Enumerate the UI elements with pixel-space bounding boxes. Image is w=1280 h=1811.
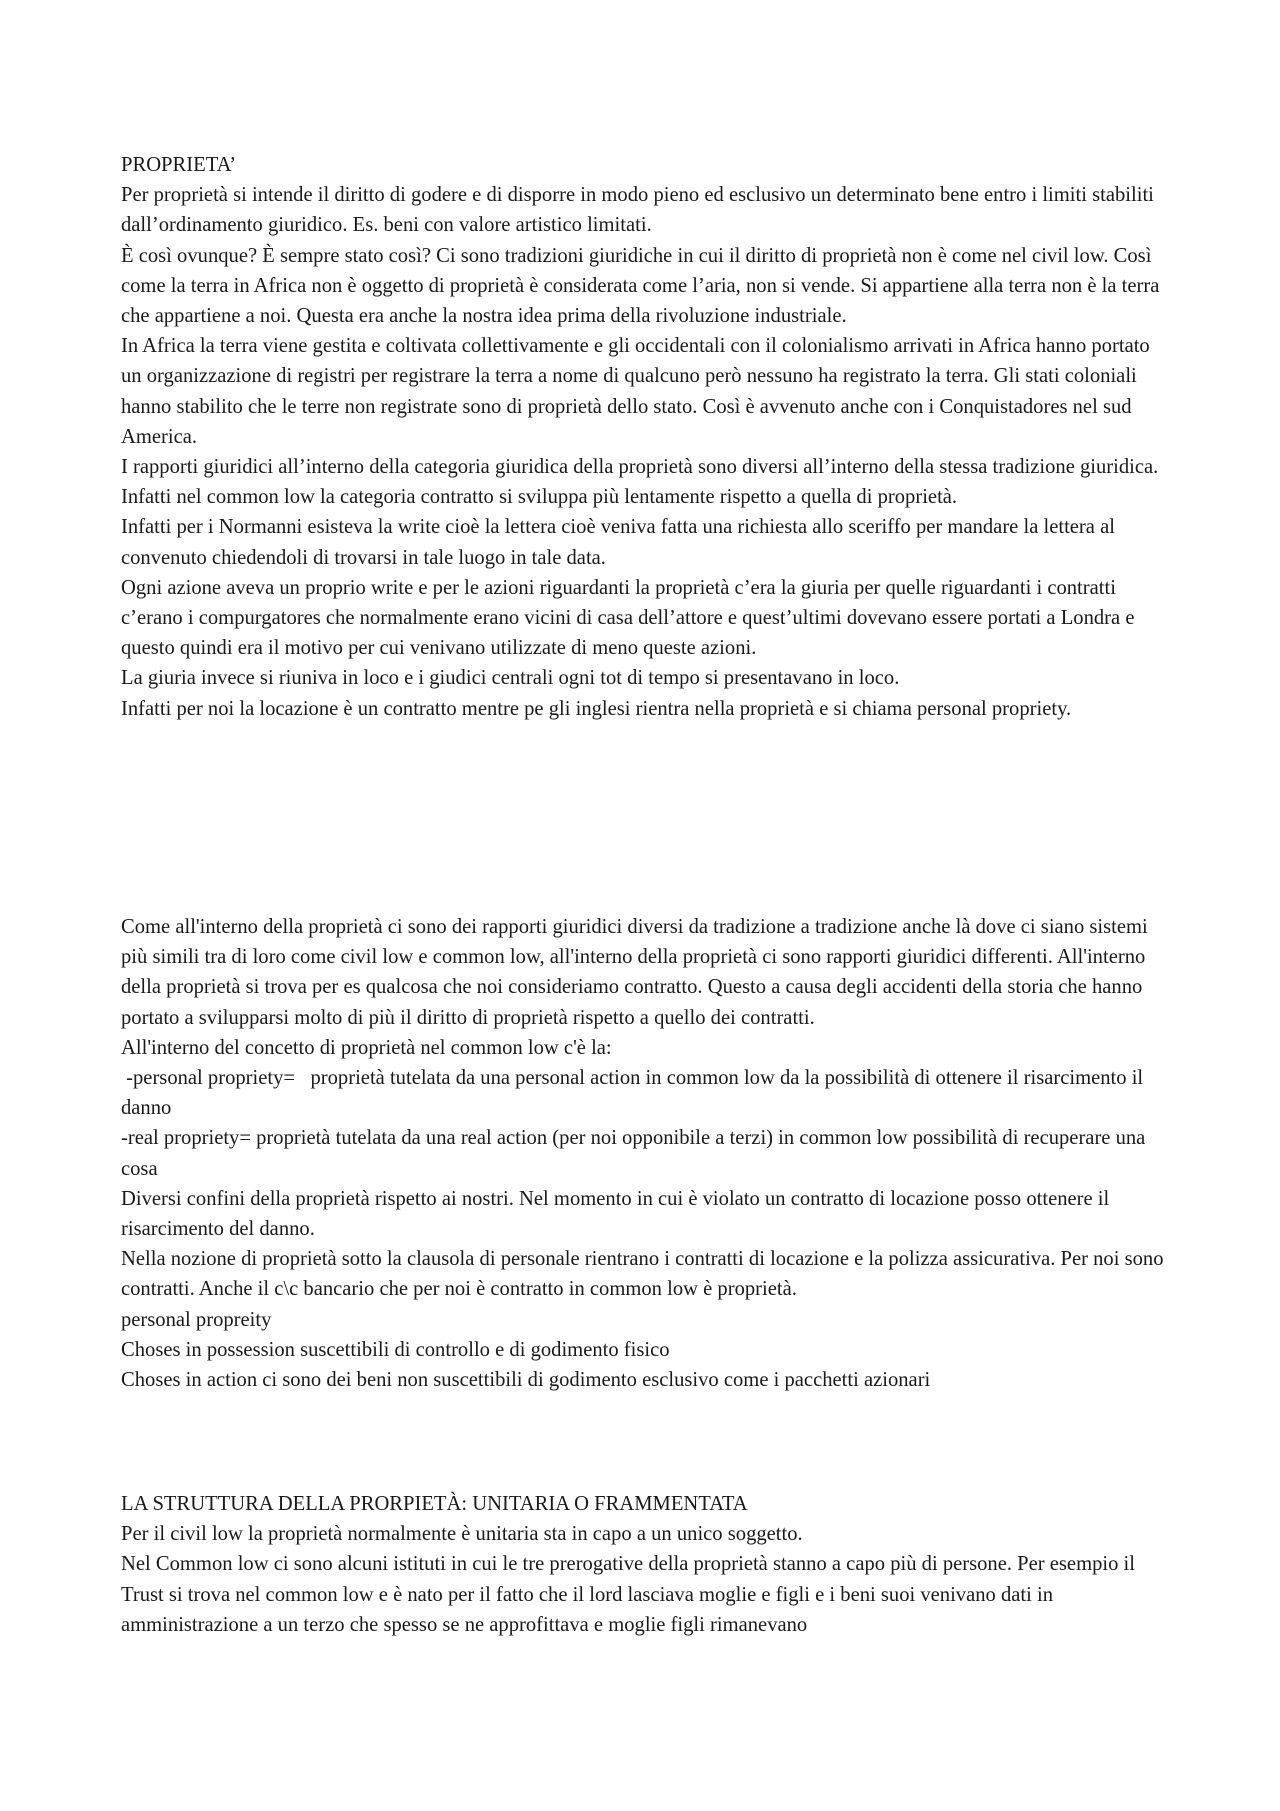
section-rapporti-giuridici: [121, 912, 1171, 1395]
paragraph: Per proprietà si intende il diritto di godere e di disporre in modo pieno ed esclusivo un determinato bene entro i limiti stabiliti dall’ordinamento giuridico. Es. beni con valore artistico limitati.: [121, 184, 1154, 237]
list-item: -personal propriety= proprietà tutelata da una personal action in common low da la possibilità di ottenere il risarcimento il danno: [121, 1067, 1149, 1120]
paragraph: È così ovunque? È sempre stato così? Ci sono tradizioni giuridiche in cui il diritto di proprietà non è come nel civil low. Così come la terra in Africa non è oggetto di proprietà è considerata come l’aria, non si vende. Si appartiene alla terra non è la terra che appartiene a noi. Questa era anche la nostra idea prima della rivoluzione industriale.: [121, 244, 1160, 328]
paragraph: Per il civil low la proprietà normalmente è unitaria sta in capo a un unico soggetto.: [121, 1523, 803, 1546]
list-item: -real propriety= proprietà tutelata da una real action (per noi opponibile a terzi) in common low possibilità di recuperare una cosa: [121, 1127, 1146, 1180]
paragraph: Diversi confini della proprietà rispetto ai nostri. Nel momento in cui è violato un contratto di locazione posso ottenere il risarcimento del danno.: [121, 1187, 1110, 1241]
heading-proprieta: PROPRIETA’: [121, 154, 237, 176]
paragraph: La giuria invece si riuniva in loco e i giudici centrali ogni tot di tempo si presentavano in loco.: [121, 667, 900, 690]
paragraph: All'interno del concetto di proprietà nel common low c'è la:: [121, 1036, 612, 1059]
paragraph: Choses in action ci sono dei beni non suscettibili di godimento esclusivo come i pacchetti azionari: [121, 1369, 931, 1392]
heading-struttura: LA STRUTTURA DELLA PRORPIETÀ: UNITARIA O FRAMMENTATA: [121, 1493, 748, 1515]
paragraph: personal propreity: [121, 1308, 272, 1331]
paragraph: I rapporti giuridici all’interno della categoria giuridica della proprietà sono diversi all’interno della stessa tradizione giuridica. Infatti nel common low la categoria contratto si sviluppa più lentamente rispetto a quella di proprietà.: [121, 456, 1159, 509]
paragraph: Choses in possession suscettibili di controllo e di godimento fisico: [121, 1338, 670, 1361]
section-struttura-proprieta: [121, 1489, 1171, 1640]
paragraph: In Africa la terra viene gestita e coltivata collettivamente e gli occidentali con il colonialismo arrivati in Africa hanno portato un organizzazione di registri per registrare la terra a nome di qualcuno però nessuno ha registrato la terra. Gli stati coloniali hanno stabilito che le terre non registrate sono di proprietà dello stato. Così è avvenuto anche con i Conquistadores nel sud America.: [121, 335, 1150, 448]
paragraph: Nel Common low ci sono alcuni istituti in cui le tre prerogative della proprietà stanno a capo più di persone. Per esempio il Trust si trova nel common low e è nato per il fatto che il lord lasciava moglie e figli e i beni suoi venivano dati in amministrazione a un terzo che spesso se ne approfittava e moglie figli rimanevano: [121, 1553, 1135, 1636]
paragraph: Ogni azione aveva un proprio write e per le azioni riguardanti la proprietà c’era la giuria per quelle riguardanti i contratti c’erano i compurgatores che normalmente erano vicini di casa dell’attore e quest’ultimi dovevano essere portati a Londra e questo quindi era il motivo per cui venivano utilizzate di meno queste azioni.: [121, 576, 1135, 660]
paragraph: Infatti per noi la locazione è un contratto mentre pe gli inglesi rientra nella proprietà e si chiama personal propriety.: [121, 697, 1072, 720]
section-proprieta: [121, 150, 1171, 724]
paragraph: Infatti per i Normanni esisteva la write cioè la lettera cioè veniva fatta una richiesta allo sceriffo per mandare la lettera al convenuto chiedendoli di trovarsi in tale luogo in tale data.: [121, 516, 1115, 569]
paragraph: Come all'interno della proprietà ci sono dei rapporti giuridici diversi da tradizione a tradizione anche là dove ci siano sistemi più simili tra di loro come civil low e common low, all'interno della proprietà ci sono rapporti giuridici differenti. All'interno della proprietà si trova per es qualcosa che noi consideriamo contratto. Questo a causa degli accidenti della storia che hanno portato a svilupparsi molto di più il diritto di proprietà rispetto a quello dei contratti.: [121, 916, 1148, 1029]
paragraph: Nella nozione di proprietà sotto la clausola di personale rientrano i contratti di locazione e la polizza assicurativa. Per noi sono contratti. Anche il c\c bancario che per noi è contratto in common low è proprietà.: [121, 1248, 1164, 1301]
